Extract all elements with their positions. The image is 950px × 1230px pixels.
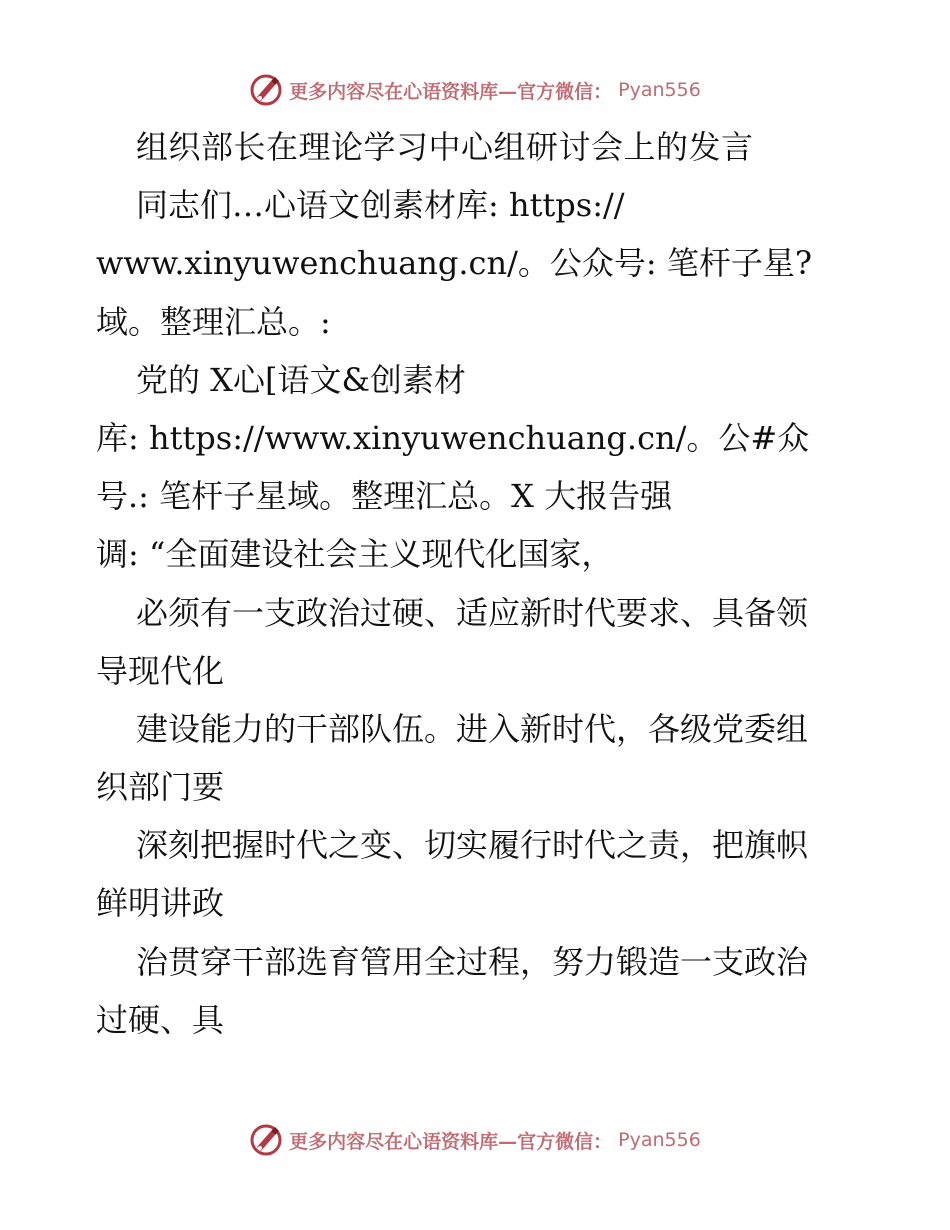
- brand-logo-icon: [249, 1123, 283, 1157]
- brand-logo-icon: [249, 73, 283, 107]
- banner-contact: Pyan556: [618, 79, 701, 101]
- paragraph-line: 调: “全面建设社会主义现代化国家，: [96, 535, 614, 574]
- document-title: 组织部长在理论学习中心组研讨会上的发言: [136, 128, 754, 166]
- paragraph-line: 鲜明讲政: [96, 884, 225, 923]
- paragraph-line: www.xinyuwenchuang.cn/。公众号: 笔杆子星?: [96, 244, 812, 283]
- banner-text: 更多内容尽在心语资料库—官方微信：: [289, 1130, 613, 1153]
- footer-banner: [0, 1120, 950, 1160]
- paragraph-line: 库: https://www.xinyuwenchuang.cn/。公#众: [96, 418, 810, 457]
- paragraph-line: 域。整理汇总。:: [96, 302, 331, 341]
- paragraph-line: 号.: 笔杆子星域。整理汇总。X 大报告强: [96, 477, 673, 516]
- paragraph-line: 建设能力的干部队伍。进入新时代，各级党委组: [136, 709, 809, 748]
- paragraph-line: 深刻把握时代之变、切实履行时代之责，把旗帜: [136, 826, 809, 865]
- paragraph-line: 过硬、具: [96, 1000, 225, 1039]
- banner-contact: Pyan556: [618, 1129, 701, 1151]
- paragraph-line: 织部门要: [96, 768, 225, 807]
- paragraph-line: 导现代化: [96, 651, 225, 690]
- paragraph-line: 党的 X心[语文&创素材: [136, 360, 466, 399]
- banner-text: 更多内容尽在心语资料库—官方微信：: [289, 80, 613, 103]
- paragraph-line: 同志们…心语文创素材库: https://: [136, 186, 625, 225]
- header-banner: [0, 70, 950, 110]
- paragraph-line: 治贯穿干部选育管用全过程，努力锻造一支政治: [136, 942, 809, 981]
- paragraph-line: 必须有一支政治过硬、适应新时代要求、具备领: [136, 593, 809, 632]
- document-body: [96, 118, 856, 1049]
